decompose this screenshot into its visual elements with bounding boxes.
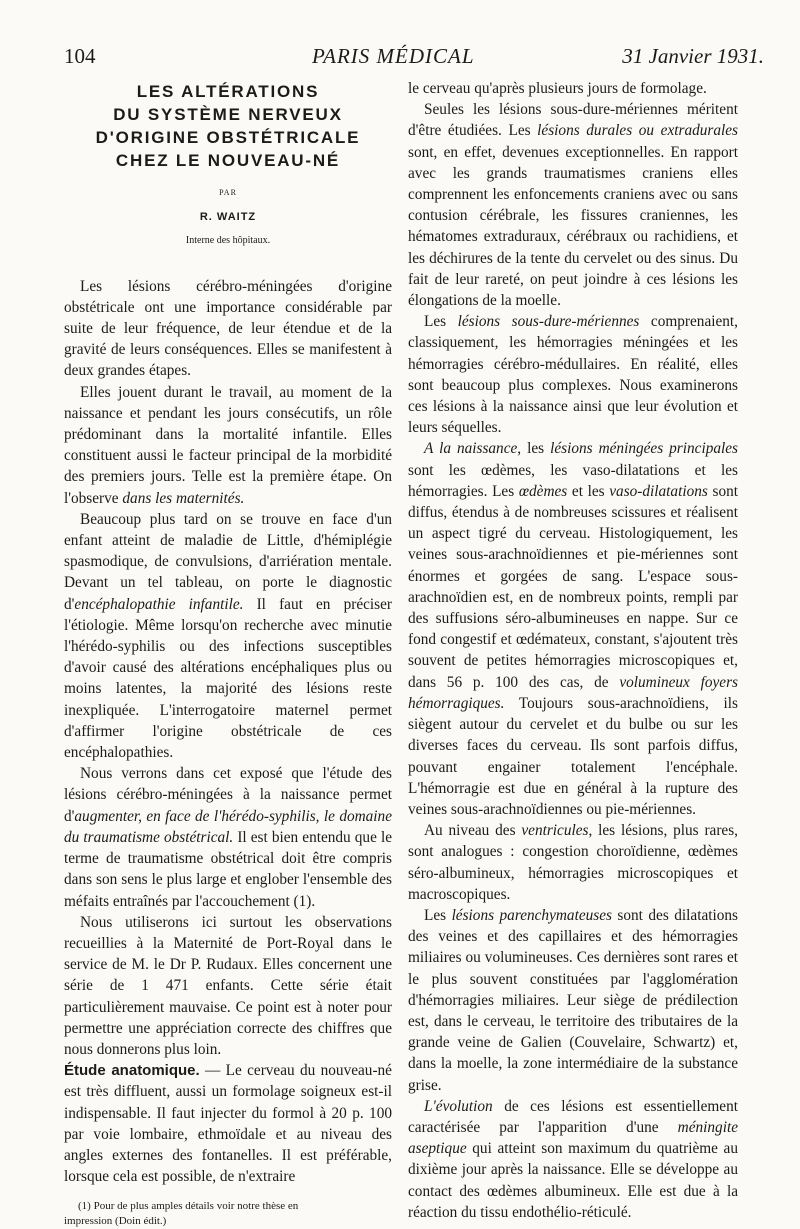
paragraph: Seules les lésions sous-dure-mériennes méritent d'être étudiées. Les lésions durales ou extradurales sont, en effet, devenues exceptionnelles. En rapport avec les grands traumatismes craniens elles comprennent les enfoncements craniens avec ou sans contusion cérébrale, les fissures craniennes, les hématomes extraduraux, cérébraux ou rachidiens, et les déchirures de la tente du cervelet ou des sinus. Du fait de leur rareté, on peut joindre à ces lésions les élongations de la moelle. bbox=[408, 101, 738, 310]
paragraph: Au niveau des ventricules, les lésions, plus rares, sont analogues : congestion choroïdienne, œdèmes séro-albumineux, hémorragies microscopiques et macroscopiques. bbox=[408, 822, 738, 903]
paragraph: Les lésions cérébro-méningées d'origine obstétricale ont une importance considérable par suite de leur fréquence, de leur étendue et de la gravité de leurs conséquences. Elles se manifestent à deux grandes étapes. bbox=[64, 277, 392, 380]
paragraph: Nous utiliserons ici surtout les observations recueillies à la Maternité de Port-Royal dans le service de M. le Dr P. Rudaux. Elles concernent une série de 1 471 enfants. Cette série était particulièrement mauvaise. Ce point est à noter pour permettre une appréciation correcte des chiffres que nous donnerons plus loin. bbox=[64, 913, 392, 1058]
running-header bbox=[64, 44, 764, 76]
section-paragraph: Étude anatomique. — Le cerveau du nouveau-né est très diffluent, aussi un formolage soigneux est-il indispensable. Il faut injecter du formol à 20 p. 100 par voie lombaire, ethmoïdale et au niveau des angles externes des fontanelles. Il est préférable, lorsque cela est possible, de n'extraire bbox=[64, 1062, 392, 1186]
article-title bbox=[64, 80, 392, 172]
left-column bbox=[64, 78, 392, 1229]
author-affiliation: Interne des hôpitaux. bbox=[185, 235, 271, 247]
paragraph: le cerveau qu'après plusieurs jours de formolage. bbox=[408, 80, 707, 97]
paragraph: Elles jouent durant le travail, au moment de la naissance et pendant les jours consécutifs, un rôle prédominant dans la mortalité infantile. Elles constituent aussi le facteur principal de la morbidité des premiers jours. Telle est la première étape. On l'observe dans les maternités. bbox=[64, 383, 392, 507]
title-line: D'ORIGINE OBSTÉTRICALE bbox=[95, 128, 361, 147]
paragraph: L'évolution de ces lésions est essentiellement caractérisée par l'apparition d'une méningite aseptique qui atteint son maximum du quatrième au dixième jour après la naissance. Elle se développe au contact des œdèmes albumineux. Elle est due à la réaction du tissu endothélio-réticulé. bbox=[408, 1097, 738, 1221]
footnote-line: (1) Pour de plus amples détails voir notre thèse en bbox=[78, 1200, 299, 1213]
issue-date: 31 Janvier 1931. bbox=[622, 44, 764, 68]
page-number: 104 bbox=[64, 44, 96, 68]
journal-title: PARIS MÉDICAL bbox=[312, 44, 475, 68]
footnote-line: impression (Doin édit.) bbox=[64, 1215, 167, 1228]
paragraph: Nous verrons dans cet exposé que l'étude des lésions cérébro-méningées à la naissance permet d'augmenter, en face de l'hérédo-syphilis, le domaine du traumatisme obstétrical. Il est bien entendu que le terme de traumatisme obstétrical doit être compris dans son sens le plus large et englober l'ensemble des méfaits entraînés par l'accouchement (1). bbox=[64, 765, 393, 910]
paragraph: Les lésions sous-dure-mériennes comprenaient, classiquement, les hémorragies méningées et les hémorragies cérébro-médullaires. En réalité, elles sont beaucoup plus complexes. Nous examinerons ces lésions à la naissance ainsi que leur évolution et leurs séquelles. bbox=[408, 313, 738, 437]
paragraph: Beaucoup plus tard on se trouve en face d'un enfant atteint de maladie de Little, d'hémiplégie spasmodique, de convulsions, d'arriération mentale. Devant un tel tableau, on porte le diagnostic d'encéphalopathie infantile. Il faut en préciser l'étiologie. Même lorsqu'on recherche avec minutie l'hérédo-syphilis ou des infections susceptibles d'avoir causé des altérations encéphaliques plus ou moins latentes, la majorité des lésions reste inexpliquée. L'interrogatoire maternel permet d'affirmer l'origine obstétricale de ces encéphalopathies. bbox=[64, 510, 392, 762]
title-line: CHEZ LE NOUVEAU-NÉ bbox=[115, 151, 341, 170]
paragraph: Les lésions parenchymateuses sont des dilatations des veines et des capillaires et des hémorragies miliaires ou volumineuses. Ces dernières sont rares et le plus souvent constituées par l'agglomération d'hémorragies miliaires. Leur siège de prédilection est, dans le cerveau, le territoire des tributaires de la grande veine de Galien (Couvelaire, Schwartz) et, dans la moelle, la zone intermédiaire de la substance grise. bbox=[408, 906, 738, 1094]
paragraph: A la naissance, les lésions méningées principales sont les œdèmes, les vaso-dilatations et les hémorragies. Les œdèmes et les vaso-dilatations sont diffus, étendus à de nombreuses scissures et réalisent un aspect tigré du cerveau. Histologiquement, les veines sous-arachnoïdiennes et pie-mériennes sont énormes et gorgées de sang. L'espace sous-arachnoïdien est, en de nombreux points, rempli par des suffusions séro-albumineuses en nappe. Sur ce fond congestif et œdémateux, constant, s'ajoutent très souvent de petites hémorragies microscopiques et, dans 56 p. 100 des cas, de volumineux foyers hémorragiques. Toujours sous-arachnoïdiens, ils siègent autour du cervelet et du bulbe ou sur les diverses faces du cerveau. Ils sont parfois diffus, pouvant engainer totalement l'encéphale. L'hémorragie est due en général à la rupture des veines sous-arachnoïdiennes ou pie-mériennes. bbox=[408, 440, 738, 818]
title-line: DU SYSTÈME NERVEUX bbox=[113, 105, 343, 124]
author-name: R. WAITZ bbox=[199, 211, 257, 224]
footnote bbox=[64, 1199, 392, 1229]
title-line: LES ALTÉRATIONS bbox=[136, 82, 320, 101]
byline-par: PAR bbox=[219, 188, 237, 197]
right-column bbox=[408, 78, 738, 1223]
section-heading: Étude anatomique. bbox=[64, 1062, 200, 1080]
